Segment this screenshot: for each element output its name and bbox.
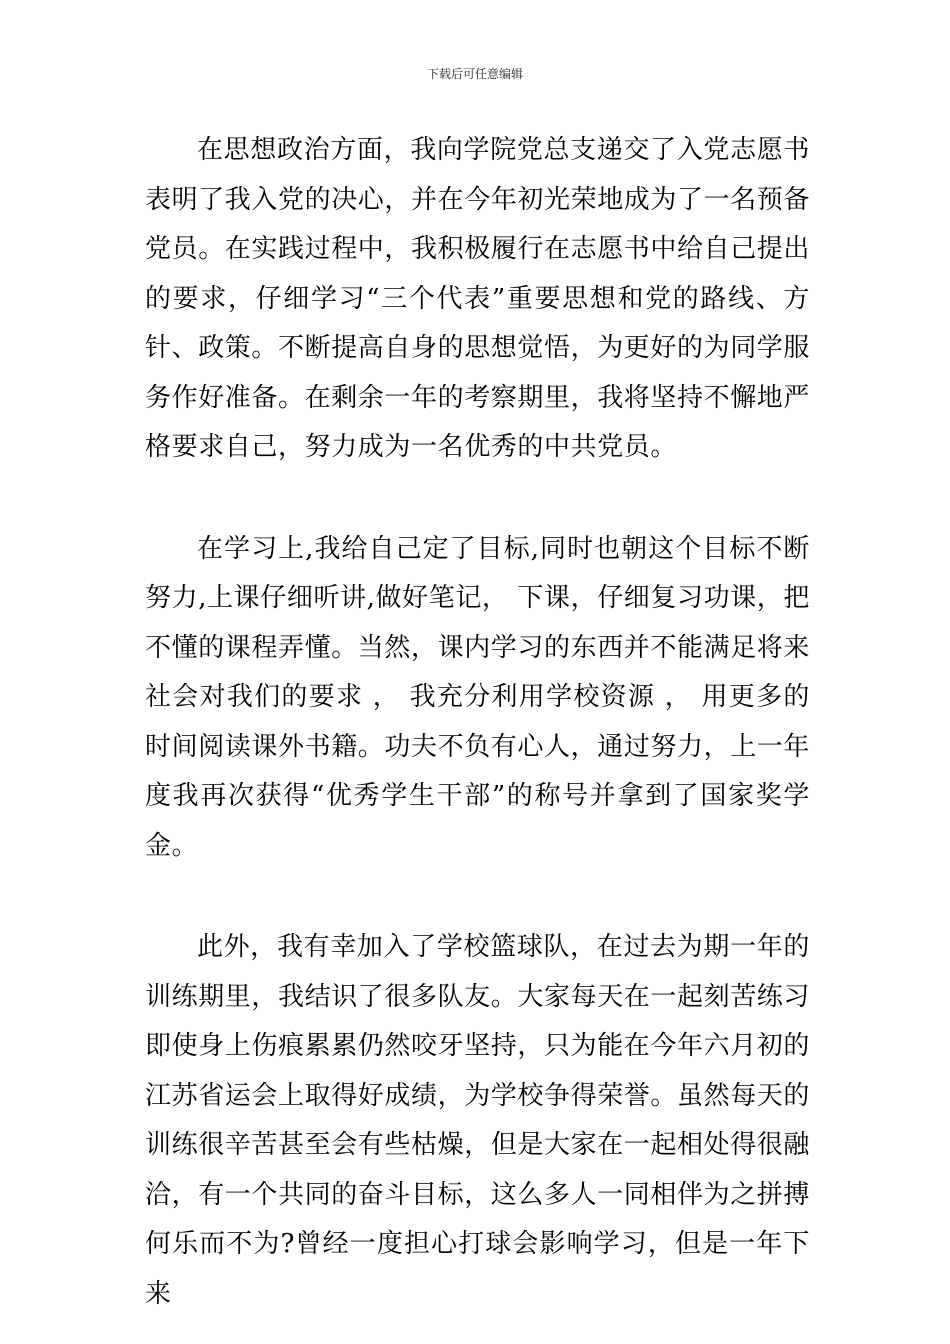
- paragraph-study: 在学习上,我给自己定了目标,同时也朝这个目标不断努力,上课仔细听讲,做好笔记， 下课，仔细复习功课，把不懂的课程弄懂。当然，课内学习的东西并不能满足将来社会对我们的要求 ， 我充分利用学校资源 ， 用更多的时间阅读课外书籍。功夫不负有心人，通过努力，上一年度我再次获得“优秀学生干部”的称号并拿到了国家奖学金。: [145, 533, 811, 861]
- page-header: 下载后可任意编辑: [426, 67, 523, 81]
- paragraph-basketball: 此外，我有幸加入了学校篮球队，在过去为期一年的训练期里，我结识了很多队友。大家每天在一起刻苦练习即使身上伤痕累累仍然咬牙坚持，只为能在今年六月初的江苏省运会上取得好成绩，为学校争得荣誉。虽然每天的训练很辛苦甚至会有些枯燥，但是大家在一起相处得很融洽，有一个共同的奋斗目标，这么多人一同相伴为之拼搏何乐而不为?曾经一度担心打球会影响学习，但是一年下来: [145, 932, 811, 1309]
- document-body: [145, 126, 810, 1319]
- paragraph-political: 在思想政治方面，我向学院党总支递交了入党志愿书表明了我入党的决心，并在今年初光荣地成为了一名预备党员。在实践过程中，我积极履行在志愿书中给自己提出的要求，仔细学习“三个代表”重要思想和党的路线、方针、政策。不断提高自身的思想觉悟，为更好的为同学服务作好准备。在剩余一年的考察期里，我将坚持不懈地严格要求自己，努力成为一名优秀的中共党员。: [145, 135, 811, 462]
